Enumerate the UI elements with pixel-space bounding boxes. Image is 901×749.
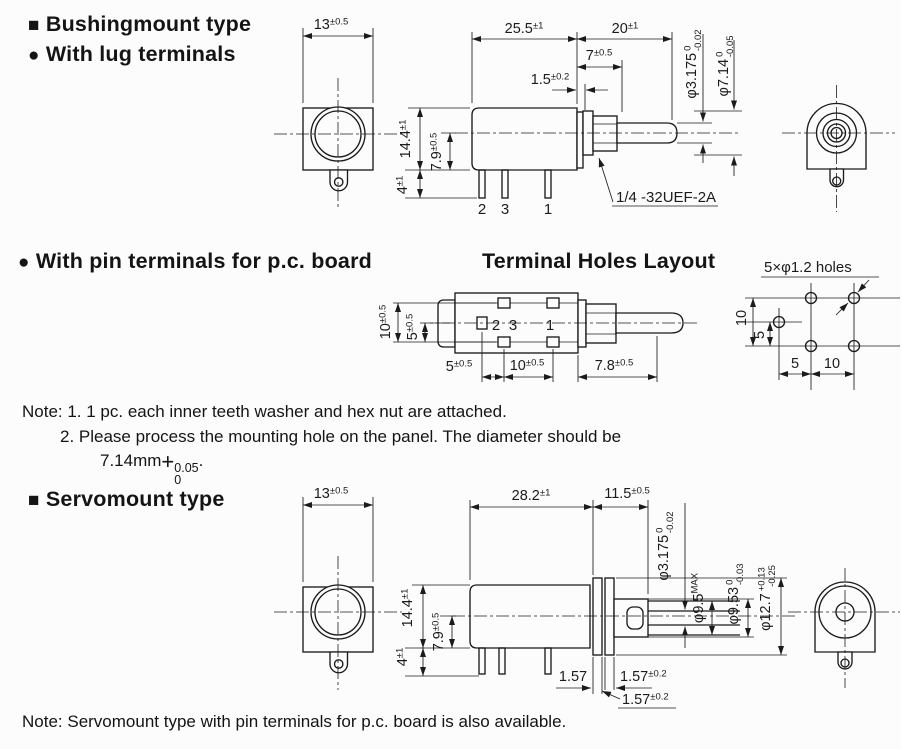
pin-terminal — [547, 337, 559, 347]
dim-height: $14.4^{\pm 1}$ — [399, 588, 416, 628]
body — [470, 585, 590, 648]
note-diameter-value: 7.14mm — [100, 451, 162, 470]
dim-lay-v10: 10 — [734, 309, 750, 327]
dim-bushing-dia: φ7.14$^0$-0.05 — [714, 35, 736, 97]
dim-thread-length: $7^{\pm 0.5}$ — [585, 47, 613, 64]
hole-leader — [858, 280, 869, 292]
holes-count-label: 5×φ1.2 holes — [764, 259, 852, 276]
hex-nut — [593, 116, 617, 151]
servomount-heading — [28, 487, 225, 512]
servo-rear-view — [788, 568, 900, 688]
dim-washer-thickness: $1.5^{\pm 0.2}$ — [530, 71, 570, 88]
terminal-label-1: 1 — [543, 201, 553, 218]
dim-body-length: $28.2^{\pm 1}$ — [511, 487, 551, 504]
servo-front-view — [274, 486, 402, 691]
dim-lay-h5: 5 — [790, 356, 800, 372]
flange-plate — [605, 578, 614, 655]
hex-nut — [586, 304, 616, 343]
terminal-holes-layout — [734, 259, 900, 390]
hole-leader — [836, 303, 848, 315]
bushing-front-view — [274, 17, 402, 211]
ext-lines-top — [470, 500, 648, 594]
dim-height: $14.4^{\pm 1}$ — [397, 119, 414, 159]
dim-flange-dia: $\varphi 12.7^{+0.13}-0.25$ — [756, 565, 778, 631]
dim-gap: $1.57^{\pm 0.2}$ — [622, 691, 669, 708]
ext-lines — [303, 28, 373, 103]
thread-leader — [599, 158, 613, 202]
ext-lines — [303, 497, 373, 582]
square-bullet-icon: ■ — [28, 490, 40, 511]
end-cap — [438, 300, 455, 347]
ext-lines-top — [472, 32, 672, 120]
dim-front-width: $13^{\pm 0.5}$ — [313, 485, 349, 502]
lug-terminals-heading-text: With lug terminals — [45, 42, 236, 66]
period: . — [198, 451, 204, 470]
dim-axis-height: $7.9^{\pm 0.5}$ — [430, 612, 447, 652]
dim-lug-height: $4^{\pm 1}$ — [394, 647, 411, 667]
terminal-label-2: 2 — [477, 201, 487, 218]
solder-lug — [330, 170, 348, 191]
bushing-side-view — [395, 21, 743, 219]
pin-terminals-heading-text: With pin terminals for p.c. board — [35, 249, 372, 273]
dim-col-b: $10^{\pm 0.5}$ — [509, 357, 545, 374]
gap-leader — [602, 691, 620, 699]
dim-row-half: $5^{\pm 0.5}$ — [404, 313, 421, 341]
circle-bullet-icon: ● — [28, 45, 40, 66]
terminal-holes-heading — [482, 249, 715, 274]
dim-boss-dia: φ9.53$^0$-0.03 — [724, 563, 746, 625]
pin-terminal — [545, 648, 551, 674]
plus-sign: + — [161, 449, 175, 474]
note-line-2: 2. Please process the mounting hole on the panel. The diameter should be — [60, 427, 622, 446]
square-bullet-icon: ■ — [28, 15, 40, 36]
pin-terminal — [498, 337, 510, 347]
dim-pilot-dia: $\varphi 9.5^{MAX}$ — [689, 572, 707, 624]
lug-terminal — [502, 170, 508, 198]
terminal-label-3: 3 — [508, 317, 518, 334]
dim-shaft-dia: φ3.175$^0$-0.02 — [654, 511, 676, 581]
pin-terminal — [547, 298, 559, 308]
servo-side-view — [395, 486, 796, 709]
terminal-label-1: 1 — [545, 317, 555, 334]
bushing-rear-view — [782, 85, 895, 212]
bushingmount-heading-text: Bushingmount type — [45, 12, 252, 36]
note-line-3 — [100, 449, 203, 486]
solder-lug — [330, 652, 348, 673]
shoulder — [578, 300, 586, 347]
lug-terminals-heading — [28, 42, 236, 67]
shoulder — [577, 112, 583, 168]
lug-terminal — [479, 170, 485, 198]
dim-plate2: $1.57^{\pm 0.2}$ — [620, 668, 667, 685]
dim-plate1: 1.57 — [558, 669, 588, 685]
pin-terminal — [498, 298, 510, 308]
dim-front-width: $13^{\pm 0.5}$ — [313, 16, 349, 33]
pin-terminal — [499, 648, 505, 674]
dim-body-length: $25.5^{\pm 1}$ — [504, 20, 544, 37]
note-line-1: Note: 1. 1 pc. each inner teeth washer and hex nut are attached. — [22, 402, 507, 421]
terminal-holes-heading-text: Terminal Holes Layout — [482, 249, 716, 273]
dim-lay-v5: 5 — [752, 330, 768, 340]
dim-lay-h10: 10 — [823, 356, 841, 372]
dim-row-pitch: $10^{\pm 0.5}$ — [377, 304, 394, 340]
tolerance-stack — [174, 462, 198, 486]
pin-bottom-view — [378, 293, 701, 382]
terminal-label-3: 3 — [500, 201, 510, 218]
dim-shaft-dia: φ3.175$^0$-0.02 — [682, 29, 704, 99]
ext-lines-left — [405, 585, 479, 676]
flange-plate — [593, 578, 602, 655]
centerlines — [274, 78, 402, 210]
footer-note: Note: Servomount type with pin terminals for p.c. board is also available. — [22, 712, 567, 731]
tolerance-upper: 0.05 — [174, 461, 199, 475]
dim-axis-height: $7.9^{\pm 0.5}$ — [428, 132, 445, 172]
ext-lines-bottom — [593, 657, 614, 694]
dim-shaft-length: $20^{\pm 1}$ — [611, 20, 639, 37]
centerlines — [274, 556, 402, 690]
dim-lug-height: $4^{\pm 1}$ — [394, 175, 411, 195]
lug-terminal — [545, 170, 551, 198]
thread-spec-label: 1/4 -32UEF-2A — [616, 189, 717, 206]
pin-terminals-heading — [18, 249, 372, 274]
bushingmount-heading — [28, 12, 251, 37]
circle-bullet-icon: ● — [18, 252, 30, 273]
terminal-label-2: 2 — [491, 317, 501, 334]
dim-bushing-length: $7.8^{\pm 0.5}$ — [594, 357, 634, 374]
body — [472, 108, 577, 170]
pin-terminal — [479, 648, 485, 674]
dim-col-a: $5^{\pm 0.5}$ — [445, 358, 473, 375]
tolerance-lower: 0 — [174, 473, 182, 487]
dim-shaft-length: $11.5^{\pm 0.5}$ — [604, 485, 650, 502]
servomount-heading-text: Servomount type — [45, 487, 225, 511]
